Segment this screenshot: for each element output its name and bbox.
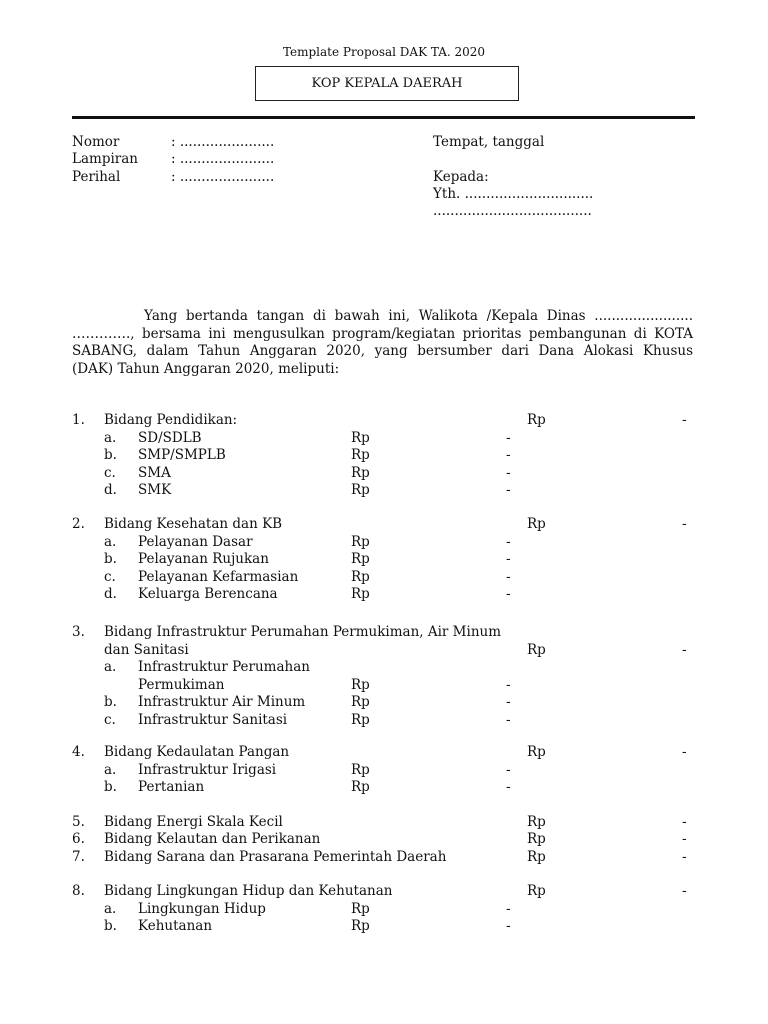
item-amount: - bbox=[506, 711, 511, 728]
item-amount: - bbox=[506, 482, 511, 498]
item-amount: - bbox=[506, 551, 511, 567]
section-title: Bidang Sarana dan Prasarana Pemerintah Daerah bbox=[104, 849, 447, 865]
item-label: Pertanian bbox=[138, 779, 205, 795]
item-letter: b. bbox=[104, 779, 117, 795]
section-rp-label: Rp bbox=[527, 831, 546, 847]
section-number: 3. bbox=[72, 624, 85, 640]
section-number: 1. bbox=[72, 412, 85, 428]
nomor-label: Nomor bbox=[72, 134, 120, 150]
paragraph-line-3: SABANG, dalam Tahun Anggaran 2020, yang bersumber dari Dana Alokasi Khusus bbox=[72, 343, 693, 359]
item-letter: a. bbox=[104, 429, 117, 446]
paragraph-line-4: (DAK) Tahun Anggaran 2020, meliputi: bbox=[72, 360, 340, 377]
item-letter: b. bbox=[104, 551, 117, 567]
section-title: Bidang Infrastruktur Perumahan Permukiman, Air Minum bbox=[104, 624, 502, 640]
item-label: SD/SDLB bbox=[138, 429, 202, 446]
item-label: Infrastruktur Air Minum bbox=[138, 694, 306, 710]
section-rp-label: Rp bbox=[527, 744, 546, 760]
item-amount: - bbox=[506, 533, 511, 550]
item-amount: - bbox=[506, 900, 511, 917]
item-label: Kehutanan bbox=[138, 918, 213, 934]
item-amount: - bbox=[506, 761, 511, 778]
section-title-cont: dan Sanitasi bbox=[104, 641, 189, 658]
template-title: Template Proposal DAK TA. 2020 bbox=[282, 45, 486, 59]
section-title: Bidang Pendidikan: bbox=[104, 412, 238, 428]
nomor-value: : ...................... bbox=[171, 134, 275, 150]
section-amount: - bbox=[682, 831, 687, 847]
item-amount: - bbox=[506, 464, 511, 481]
item-rp-label: Rp bbox=[351, 694, 370, 710]
section-rp-label: Rp bbox=[527, 641, 546, 658]
yth-line: Yth. .............................. bbox=[433, 186, 594, 202]
lampiran-value: : ...................... bbox=[171, 151, 275, 167]
item-label: Infrastruktur Irigasi bbox=[138, 761, 277, 778]
paragraph-line-2: …………., bersama ini mengusulkan program/kegiatan prioritas pembangunan di KOTA bbox=[72, 325, 693, 342]
item-rp-label: Rp bbox=[351, 586, 370, 602]
item-letter: b. bbox=[104, 918, 117, 934]
section-amount: - bbox=[682, 412, 687, 428]
lampiran-label: Lampiran bbox=[72, 151, 138, 167]
item-amount: - bbox=[506, 586, 511, 602]
item-rp-label: Rp bbox=[351, 761, 370, 778]
section-amount: - bbox=[682, 849, 687, 865]
item-label-cont: Permukiman bbox=[138, 676, 225, 693]
kop-label: KOP KEPALA DAERAH bbox=[311, 76, 463, 91]
item-rp-label: Rp bbox=[351, 676, 370, 693]
item-rp-label: Rp bbox=[351, 568, 370, 585]
section-rp-label: Rp bbox=[527, 412, 546, 428]
item-label: SMP/SMPLB bbox=[138, 447, 226, 463]
item-letter: b. bbox=[104, 447, 117, 463]
kepada-label: Kepada: bbox=[433, 169, 489, 185]
item-label: Keluarga Berencana bbox=[138, 586, 278, 602]
item-letter: a. bbox=[104, 533, 117, 550]
item-amount: - bbox=[506, 568, 511, 585]
item-label: Infrastruktur Sanitasi bbox=[138, 711, 288, 728]
section-number: 2. bbox=[72, 516, 85, 532]
item-rp-label: Rp bbox=[351, 482, 370, 498]
section-title: Bidang Kelautan dan Perikanan bbox=[104, 831, 321, 847]
item-rp-label: Rp bbox=[351, 464, 370, 481]
item-label: Pelayanan Rujukan bbox=[138, 551, 269, 567]
section-number: 5. bbox=[72, 814, 85, 830]
tempat-tanggal: Tempat, tanggal bbox=[433, 134, 545, 150]
item-label: Pelayanan Kefarmasian bbox=[138, 568, 299, 585]
item-rp-label: Rp bbox=[351, 551, 370, 567]
item-label: Infrastruktur Perumahan bbox=[138, 659, 310, 675]
paragraph-line-1: Yang bertanda tangan di bawah ini, Walikota /Kepala Dinas ....................... bbox=[144, 308, 693, 324]
item-letter: c. bbox=[104, 711, 116, 728]
item-amount: - bbox=[506, 918, 511, 934]
item-letter: a. bbox=[104, 659, 117, 675]
item-label: SMK bbox=[138, 482, 172, 498]
item-amount: - bbox=[506, 676, 511, 693]
section-title: Bidang Kesehatan dan KB bbox=[104, 516, 283, 532]
section-title: Bidang Lingkungan Hidup dan Kehutanan bbox=[104, 883, 393, 899]
item-letter: c. bbox=[104, 568, 116, 585]
item-label: SMA bbox=[138, 464, 171, 481]
item-rp-label: Rp bbox=[351, 447, 370, 463]
section-amount: - bbox=[682, 883, 687, 899]
section-number: 6. bbox=[72, 831, 85, 847]
item-letter: c. bbox=[104, 464, 116, 481]
item-rp-label: Rp bbox=[351, 429, 370, 446]
section-rp-label: Rp bbox=[527, 883, 546, 899]
section-rp-label: Rp bbox=[527, 814, 546, 830]
section-title: Bidang Kedaulatan Pangan bbox=[104, 744, 290, 760]
item-letter: a. bbox=[104, 900, 117, 917]
section-amount: - bbox=[682, 814, 687, 830]
item-label: Pelayanan Dasar bbox=[138, 533, 253, 550]
item-amount: - bbox=[506, 779, 511, 795]
section-title: Bidang Energi Skala Kecil bbox=[104, 814, 283, 830]
section-amount: - bbox=[682, 516, 687, 532]
section-amount: - bbox=[682, 641, 687, 658]
section-rp-label: Rp bbox=[527, 516, 546, 532]
item-amount: - bbox=[506, 694, 511, 710]
item-rp-label: Rp bbox=[351, 711, 370, 728]
header-divider bbox=[72, 116, 695, 119]
perihal-value: : ...................... bbox=[171, 169, 275, 185]
section-number: 4. bbox=[72, 744, 85, 760]
item-letter: d. bbox=[104, 586, 117, 602]
item-label: Lingkungan Hidup bbox=[138, 900, 266, 917]
item-letter: a. bbox=[104, 761, 117, 778]
section-number: 8. bbox=[72, 883, 85, 899]
intro-paragraph bbox=[72, 308, 693, 378]
item-rp-label: Rp bbox=[351, 900, 370, 917]
section-rp-label: Rp bbox=[527, 849, 546, 865]
item-rp-label: Rp bbox=[351, 779, 370, 795]
item-letter: d. bbox=[104, 482, 117, 498]
item-rp-label: Rp bbox=[351, 918, 370, 934]
item-amount: - bbox=[506, 447, 511, 463]
item-letter: b. bbox=[104, 694, 117, 710]
perihal-label: Perihal bbox=[72, 169, 121, 185]
yth-line-2: ..................................... bbox=[433, 203, 592, 219]
kop-header-box bbox=[255, 66, 519, 101]
item-rp-label: Rp bbox=[351, 533, 370, 550]
item-amount: - bbox=[506, 429, 511, 446]
section-amount: - bbox=[682, 744, 687, 760]
section-number: 7. bbox=[72, 849, 85, 865]
